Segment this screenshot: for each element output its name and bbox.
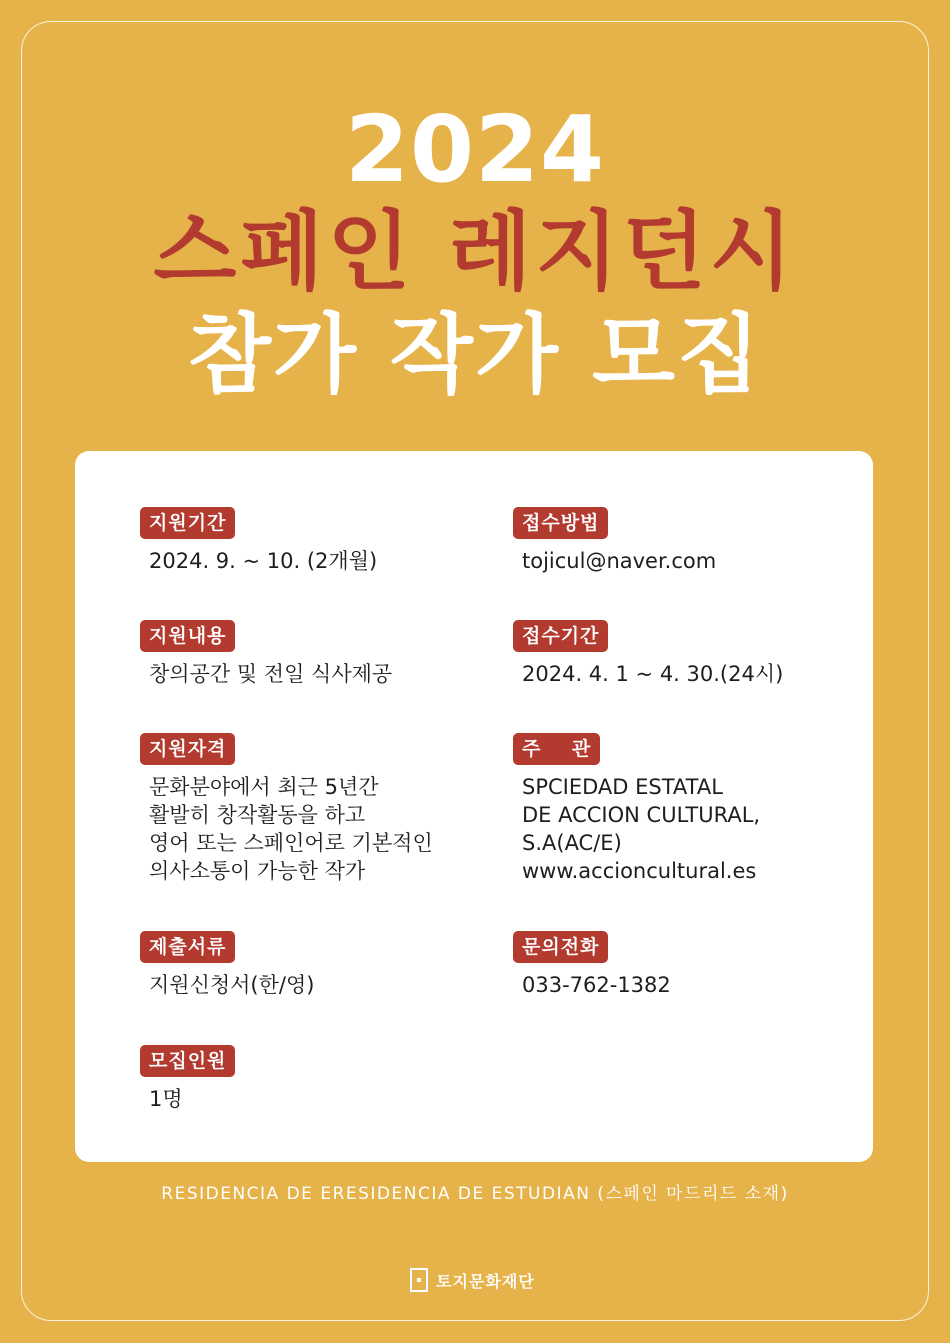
label-documents: 제출서류: [140, 931, 235, 963]
info-item-recruit-count: [140, 1045, 235, 1113]
value-line: 2024. 9. ~ 10. (2개월): [149, 549, 378, 573]
info-item-submission-period: [513, 620, 783, 688]
value-eligibility: [149, 773, 433, 885]
value-line: 1명: [149, 1087, 183, 1111]
value-line: 활발히 창작활동을 하고: [149, 803, 366, 827]
label-application-period: 지원기간: [140, 507, 235, 539]
info-item-organizer: [513, 733, 760, 885]
venue-text: RESIDENCIA DE ERESIDENCIA DE ESTUDIAN (스페인 마드리드 소재): [161, 1184, 789, 1204]
label-recruit-count: 모집인원: [140, 1045, 235, 1077]
value-line: SPCIEDAD ESTATAL: [522, 775, 723, 799]
value-application-period: [149, 547, 377, 575]
label-organizer: 주 관: [513, 733, 600, 765]
title-year: 2024: [344, 96, 606, 203]
value-contact: [522, 971, 671, 999]
value-line: 033-762-1382: [522, 973, 671, 997]
value-organizer: [522, 773, 760, 885]
value-line: 의사소통이 가능한 작가: [149, 859, 366, 883]
value-line: 창의공간 및 전일 식사제공: [149, 662, 393, 686]
info-item-submission-method: [513, 507, 716, 575]
value-line: tojicul@naver.com: [522, 549, 717, 573]
foundation-name: 토지문화재단: [436, 1271, 535, 1291]
value-line: DE ACCION CULTURAL,: [522, 803, 761, 827]
label-submission-period: 접수기간: [513, 620, 608, 652]
value-line: 문화분야에서 최근 5년간: [149, 775, 379, 799]
info-item-eligibility: [140, 733, 433, 885]
label-contact: 문의전화: [513, 931, 608, 963]
info-item-application-period: [140, 507, 377, 575]
label-eligibility: 지원자격: [140, 733, 235, 765]
value-line: www.accioncultural.es: [522, 859, 757, 883]
info-item-documents: [140, 931, 314, 999]
value-line: S.A(AC/E): [522, 831, 622, 855]
value-line: 지원신청서(한/영): [149, 973, 315, 997]
label-support-content: 지원내용: [140, 620, 235, 652]
title-residency: 스페인 레지던시: [153, 202, 797, 302]
info-item-support-content: [140, 620, 392, 688]
foundation-logo: [410, 1266, 535, 1294]
value-documents: [149, 971, 314, 999]
info-item-contact: [513, 931, 671, 999]
value-line: 영어 또는 스페인어로 기본적인: [149, 831, 433, 855]
value-support-content: [149, 660, 392, 688]
info-card: [75, 451, 873, 1162]
value-line: 2024. 4. 1 ~ 4. 30.(24시): [522, 662, 784, 686]
value-recruit-count: [149, 1085, 235, 1113]
title-recruitment: 참가 작가 모집: [187, 305, 763, 405]
value-submission-period: [522, 660, 783, 688]
label-submission-method: 접수방법: [513, 507, 608, 539]
value-submission-method: [522, 547, 716, 575]
foundation-logo-icon: [410, 1268, 428, 1292]
